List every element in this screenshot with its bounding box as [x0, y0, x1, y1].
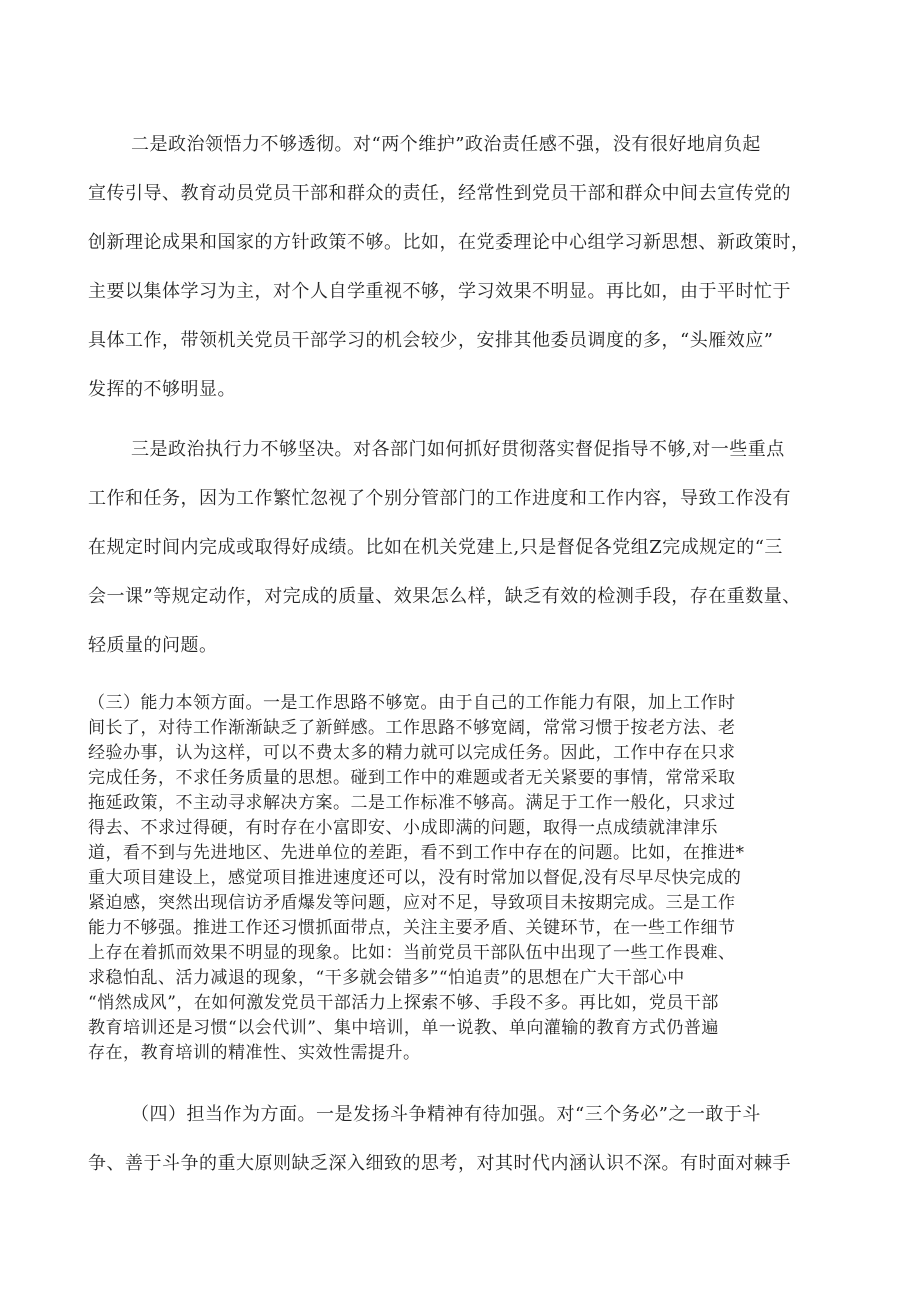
text-line: 上存在着抓而效果不明显的现象。比如：当前党员干部队伍中出现了一些工作畏难、 [88, 943, 736, 963]
text-line: 经验办事，认为这样，可以不费太多的精力就可以完成任务。因此，工作中存在只求 [88, 743, 736, 763]
text-line: 道，看不到与先进地区、先进单位的差距，看不到工作中存在的问题。比如，在推进* [88, 843, 745, 863]
text-line: 主要以集体学习为主，对个人自学重视不够，学习效果不明显。再比如，由于平时忙于 [88, 281, 791, 302]
text-line: 会一课”等规定动作，对完成的质量、效果怎么样，缺乏有效的检测手段，存在重数量、 [88, 586, 801, 607]
text-line: 轻质量的问题。 [88, 635, 218, 656]
text-line: 三是政治执行力不够坚决。对各部门如何抓好贯彻落实督促指导不够,对一些重点 [131, 439, 785, 460]
text-line: 创新理论成果和国家的方针政策不够。比如，在党委理论中心组学习新思想、新政策时， [88, 232, 810, 253]
text-line: 发挥的不够明显。 [88, 379, 236, 400]
text-line: 重大项目建设上，感觉项目推进速度还可以，没有时常加以督促,没有尽早尽快完成的 [88, 868, 742, 888]
text-line: （四）担当作为方面。一是发扬斗争精神有待加强。对“三个务必”之一敢于斗 [131, 1104, 761, 1125]
text-line: “悄然成风”，在如何激发党员干部活力上探索不够、手段不多。再比如，党员干部 [88, 993, 719, 1013]
text-line: 工作和任务，因为工作繁忙忽视了个别分管部门的工作进度和工作内容，导致工作没有 [88, 488, 791, 509]
text-line: 间长了，对待工作渐渐缺乏了新鲜感。工作思路不够宽阔，常常习惯于按老方法、老 [88, 718, 736, 738]
text-line: （三）能力本领方面。一是工作思路不够宽。由于自己的工作能力有限，加上工作时 [88, 693, 736, 713]
text-line: 得去、不求过得硬，有时存在小富即安、小成即满的问题，取得一点成绩就津津乐 [88, 818, 718, 838]
text-line: 二是政治领悟力不够透彻。对“两个维护”政治责任感不强，没有很好地肩负起 [131, 134, 761, 155]
text-line: 求稳怕乱、活力减退的现象，“干多就会错多”“怕追责”的思想在广大干部心中 [88, 968, 685, 988]
text-line: 争、善于斗争的重大原则缺乏深入细致的思考，对其时代内涵认识不深。有时面对棘手 [88, 1153, 791, 1174]
text-line: 拖延政策，不主动寻求解决方案。二是工作标准不够高。满足于工作一般化，只求过 [88, 793, 736, 813]
text-line: 在规定时间内完成或取得好成绩。比如在机关党建上,只是督促各党组Z完成规定的“三 [88, 537, 783, 558]
text-line: 紧迫感，突然出现信访矛盾爆发等问题，应对不足，导致项目未按期完成。三是工作 [88, 893, 736, 913]
text-line: 具体工作，带领机关党员干部学习的机会较少，安排其他委员调度的多，“头雁效应” [88, 330, 774, 351]
text-line: 能力不够强。推进工作还习惯抓面带点，关注主要矛盾、关键环节，在一些工作细节 [88, 918, 736, 938]
text-line: 教育培训还是习惯“以会代训”、集中培训，单一说教、单向灌输的教育方式仍普遍 [88, 1018, 719, 1038]
text-line: 存在，教育培训的精准性、实效性需提升。 [88, 1043, 421, 1063]
text-line: 宣传引导、教育动员党员干部和群众的责任，经常性到党员干部和群众中间去宣传党的 [88, 183, 791, 204]
text-line: 完成任务，不求任务质量的思想。碰到工作中的难题或者无关紧要的事情，常常采取 [88, 768, 736, 788]
